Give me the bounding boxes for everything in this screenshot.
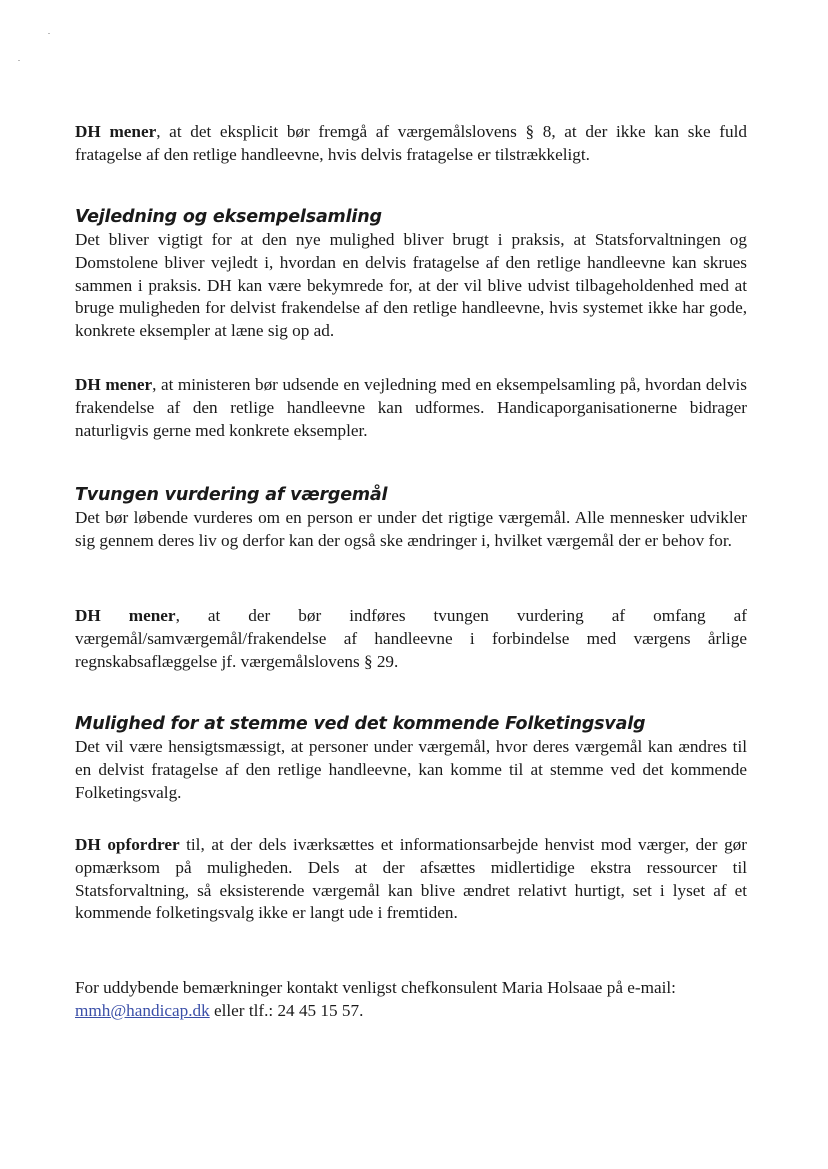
opinion-stemme-text: til, at der dels iværksættes et informationsarbejde henvist mod værger, der gør opmærksom på muligheden. Dels at der afsættes midlertidige ekstra ressourcer til Statsforvaltning, så eksisterende værgemål kan blive ændret relativt hurtigt, set i lyset af et kommende folketingsvalg ikke er langt ude i fremtiden. — [75, 835, 747, 923]
section-stemme — [75, 713, 747, 804]
heading-stemme: Mulighed for at stemme ved det kommende Folketingsvalg — [75, 714, 646, 734]
contact-block — [75, 977, 747, 1023]
scan-speck — [48, 33, 50, 34]
paragraph-1-text: , at det eksplicit bør fremgå af værgemålslovens § 8, at der ikke kan ske fuld fratagelse af den retlige handleevne, hvis delvis fratagelse er tilstrækkeligt. — [75, 122, 747, 164]
email-link[interactable]: mmh@handicap.dk — [75, 1000, 210, 1020]
opinion-stemme — [75, 834, 747, 925]
tvungen-body: Det bør løbende vurderes om en person er under det rigtige værgemål. Alle mennesker udvikler sig gennem deres liv og derfor kan der også ske ændringer i, hvilket værgemål der er behov for. — [75, 508, 747, 550]
contact-text: For uddybende bemærkninger kontakt venligst chefkonsulent Maria Holsaae på e-mail: — [75, 978, 676, 997]
lead-dh-mener: DH mener — [75, 122, 157, 141]
opinion-vejledning — [75, 374, 747, 442]
scan-speck — [18, 60, 20, 61]
section-vejledning — [75, 206, 747, 343]
lead-dh-opfordrer: DH opfordrer — [75, 835, 180, 854]
lead-dh-mener: DH mener — [75, 606, 176, 625]
opinion-tvungen — [75, 605, 747, 673]
heading-tvungen: Tvungen vurdering af værgemål — [75, 485, 388, 505]
opinion-tvungen-text: , at der bør indføres tvungen vurdering af omfang af værgemål/samværgemål/frakendelse af handleevne i forbindelse med værgens årlige regnskabsaflæggelse jf. værgemålslovens § 29. — [75, 606, 747, 671]
opinion-vejledning-text: , at ministeren bør udsende en vejledning med en eksempelsamling på, hvordan delvis frakendelse af den retlige handleevne kan udformes. Handicaporganisationerne bidrager naturligvis gerne med konkrete eksempler. — [75, 375, 747, 440]
phone-text: eller tlf.: 24 45 15 57. — [209, 1000, 364, 1020]
stemme-body: Det vil være hensigtsmæssigt, at personer under værgemål, hvor deres værgemål kan ændres til en delvist fratagelse af den retlige handleevne, kan komme til at stemme ved det kommende Folketingsvalg. — [75, 737, 747, 802]
heading-vejledning: Vejledning og eksempelsamling — [75, 207, 382, 227]
lead-dh-mener: DH mener — [75, 375, 153, 394]
paragraph-1 — [75, 121, 747, 167]
section-tvungen — [75, 484, 747, 553]
vejledning-body: Det bliver vigtigt for at den nye mulighed bliver brugt i praksis, at Statsforvaltningen og Domstolene bliver vejledt i, hvordan en delvis fratagelse af den retlige handleevne kan skrues sammen i praksis. DH kan være bekymrede for, at der vil blive udvist tilbageholdenhed med at bruge muligheden for delvist frakendelse af den retlige handleevne, hvis systemet ikke har gode, konkrete eksempler at læne sig op ad. — [75, 230, 747, 341]
